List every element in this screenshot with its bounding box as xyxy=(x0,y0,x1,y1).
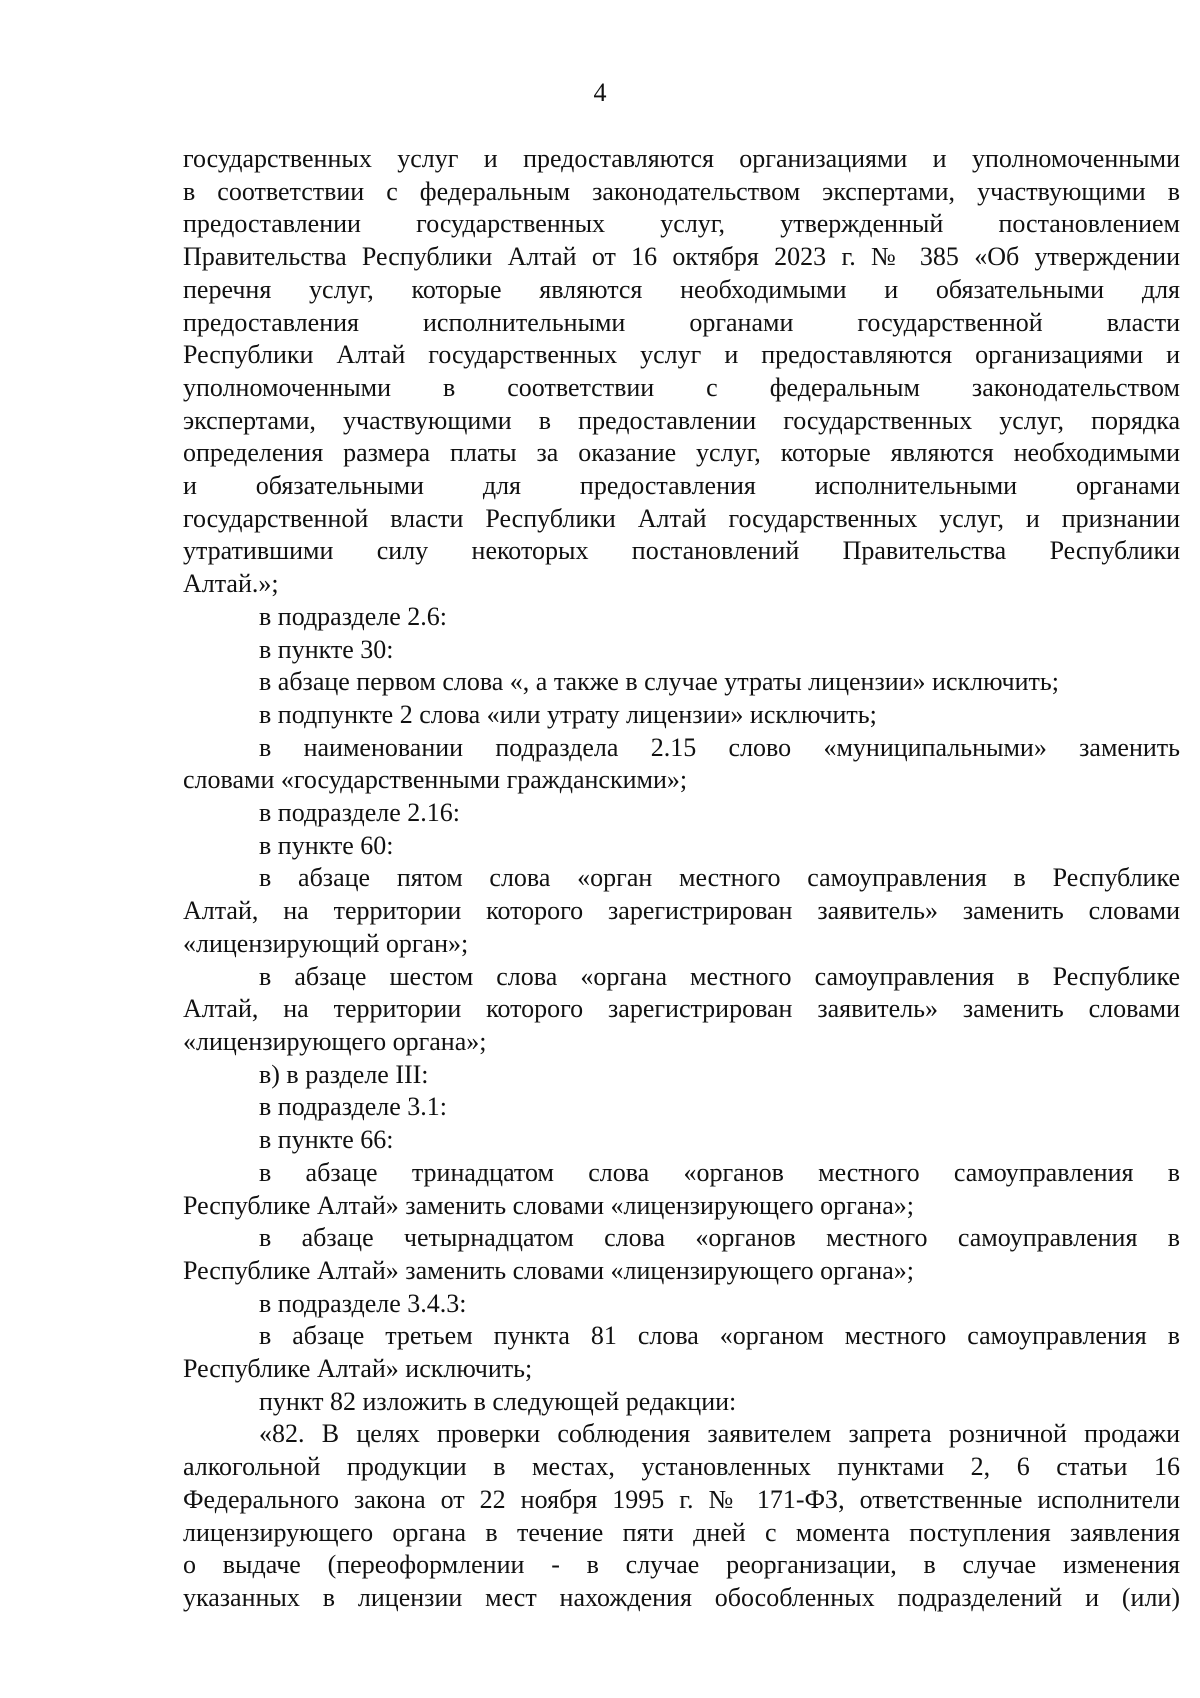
text-line: лицензирующего органа в течение пяти дней с момента поступления заявления xyxy=(183,1517,1180,1547)
text-line: в подразделе 3.4.3: xyxy=(259,1288,467,1318)
text-line: в абзаце первом слова «, а также в случае утраты лицензии» исключить; xyxy=(259,667,1059,697)
text-line: в соответствии с федеральным законодательством экспертами, участвующими в xyxy=(183,176,1180,206)
text-line: уполномоченными в соответствии с федеральным законодательством xyxy=(183,372,1180,402)
text-line: Республики Алтай государственных услуг и предоставляются организациями и xyxy=(183,340,1180,370)
text-line: в абзаце третьем пункта 81 слова «органом местного самоуправления в xyxy=(259,1321,1180,1351)
text-line: «лицензирующий орган»; xyxy=(183,928,469,958)
text-line: словами «государственными гражданскими»; xyxy=(183,765,688,795)
text-line: государственной власти Республики Алтай государственных услуг, и признании xyxy=(183,503,1180,533)
text-line: о выдаче (переоформлении - в случае реорганизации, в случае изменения xyxy=(183,1550,1180,1580)
text-line: предоставления исполнительными органами государственной власти xyxy=(183,307,1180,337)
text-line: в пункте 30: xyxy=(259,634,394,664)
text-line: Правительства Республики Алтай от 16 октября 2023 г. № 385 «Об утверждении xyxy=(183,242,1180,272)
text-line: предоставлении государственных услуг, утвержденный постановлением xyxy=(183,209,1180,239)
text-line: в подразделе 2.16: xyxy=(259,798,461,828)
text-line: «лицензирующего органа»; xyxy=(183,1026,487,1056)
text-line: в наименовании подраздела 2.15 слово «муниципальными» заменить xyxy=(259,732,1180,762)
text-line: в подразделе 3.1: xyxy=(259,1092,448,1122)
text-line: утратившими силу некоторых постановлений Правительства Республики xyxy=(183,536,1180,566)
text-line: государственных услуг и предоставляются организациями и уполномоченными xyxy=(183,144,1180,173)
text-line: в абзаце четырнадцатом слова «органов местного самоуправления в xyxy=(259,1223,1180,1253)
text-line: в подразделе 2.6: xyxy=(259,601,448,631)
text-line: Алтай, на территории которого зарегистрирован заявитель» заменить словами xyxy=(183,994,1180,1024)
text-line: пункт 82 изложить в следующей редакции: xyxy=(259,1386,737,1416)
text-line: и обязательными для предоставления исполнительными органами xyxy=(183,471,1180,501)
text-line: в абзаце пятом слова «орган местного самоуправления в Республике xyxy=(259,863,1180,893)
text-line: указанных в лицензии мест нахождения обособленных подразделений и (или) xyxy=(183,1582,1180,1612)
text-line: в абзаце шестом слова «органа местного самоуправления в Республике xyxy=(259,961,1180,991)
text-line: перечня услуг, которые являются необходимыми и обязательными для xyxy=(183,274,1180,304)
text-line: Республике Алтай» заменить словами «лицензирующего органа»; xyxy=(183,1190,914,1220)
document-body xyxy=(183,143,1180,1615)
text-line: в абзаце тринадцатом слова «органов местного самоуправления в xyxy=(259,1157,1180,1187)
text-line: Алтай.»; xyxy=(183,569,279,599)
page-number: 4 xyxy=(593,78,607,107)
text-line: Республике Алтай» исключить; xyxy=(183,1354,533,1384)
text-line: в пункте 60: xyxy=(259,830,394,860)
text-line: Федерального закона от 22 ноября 1995 г. № 171-ФЗ, ответственные исполнители xyxy=(183,1484,1180,1514)
text-line: Алтай, на территории которого зарегистрирован заявитель» заменить словами xyxy=(183,896,1180,926)
text-line: «82. В целях проверки соблюдения заявителем запрета розничной продажи xyxy=(259,1419,1180,1449)
text-line: определения размера платы за оказание услуг, которые являются необходимыми xyxy=(183,438,1180,468)
text-line: в) в разделе III: xyxy=(259,1059,429,1089)
text-line: в пункте 66: xyxy=(259,1125,394,1155)
text-line: экспертами, участвующими в предоставлении государственных услуг, порядка xyxy=(183,405,1180,435)
text-line: Республике Алтай» заменить словами «лицензирующего органа»; xyxy=(183,1255,914,1285)
text-line: алкогольной продукции в местах, установленных пунктами 2, 6 статьи 16 xyxy=(183,1452,1180,1482)
text-line: в подпункте 2 слова «или утрату лицензии» исключить; xyxy=(259,699,877,729)
